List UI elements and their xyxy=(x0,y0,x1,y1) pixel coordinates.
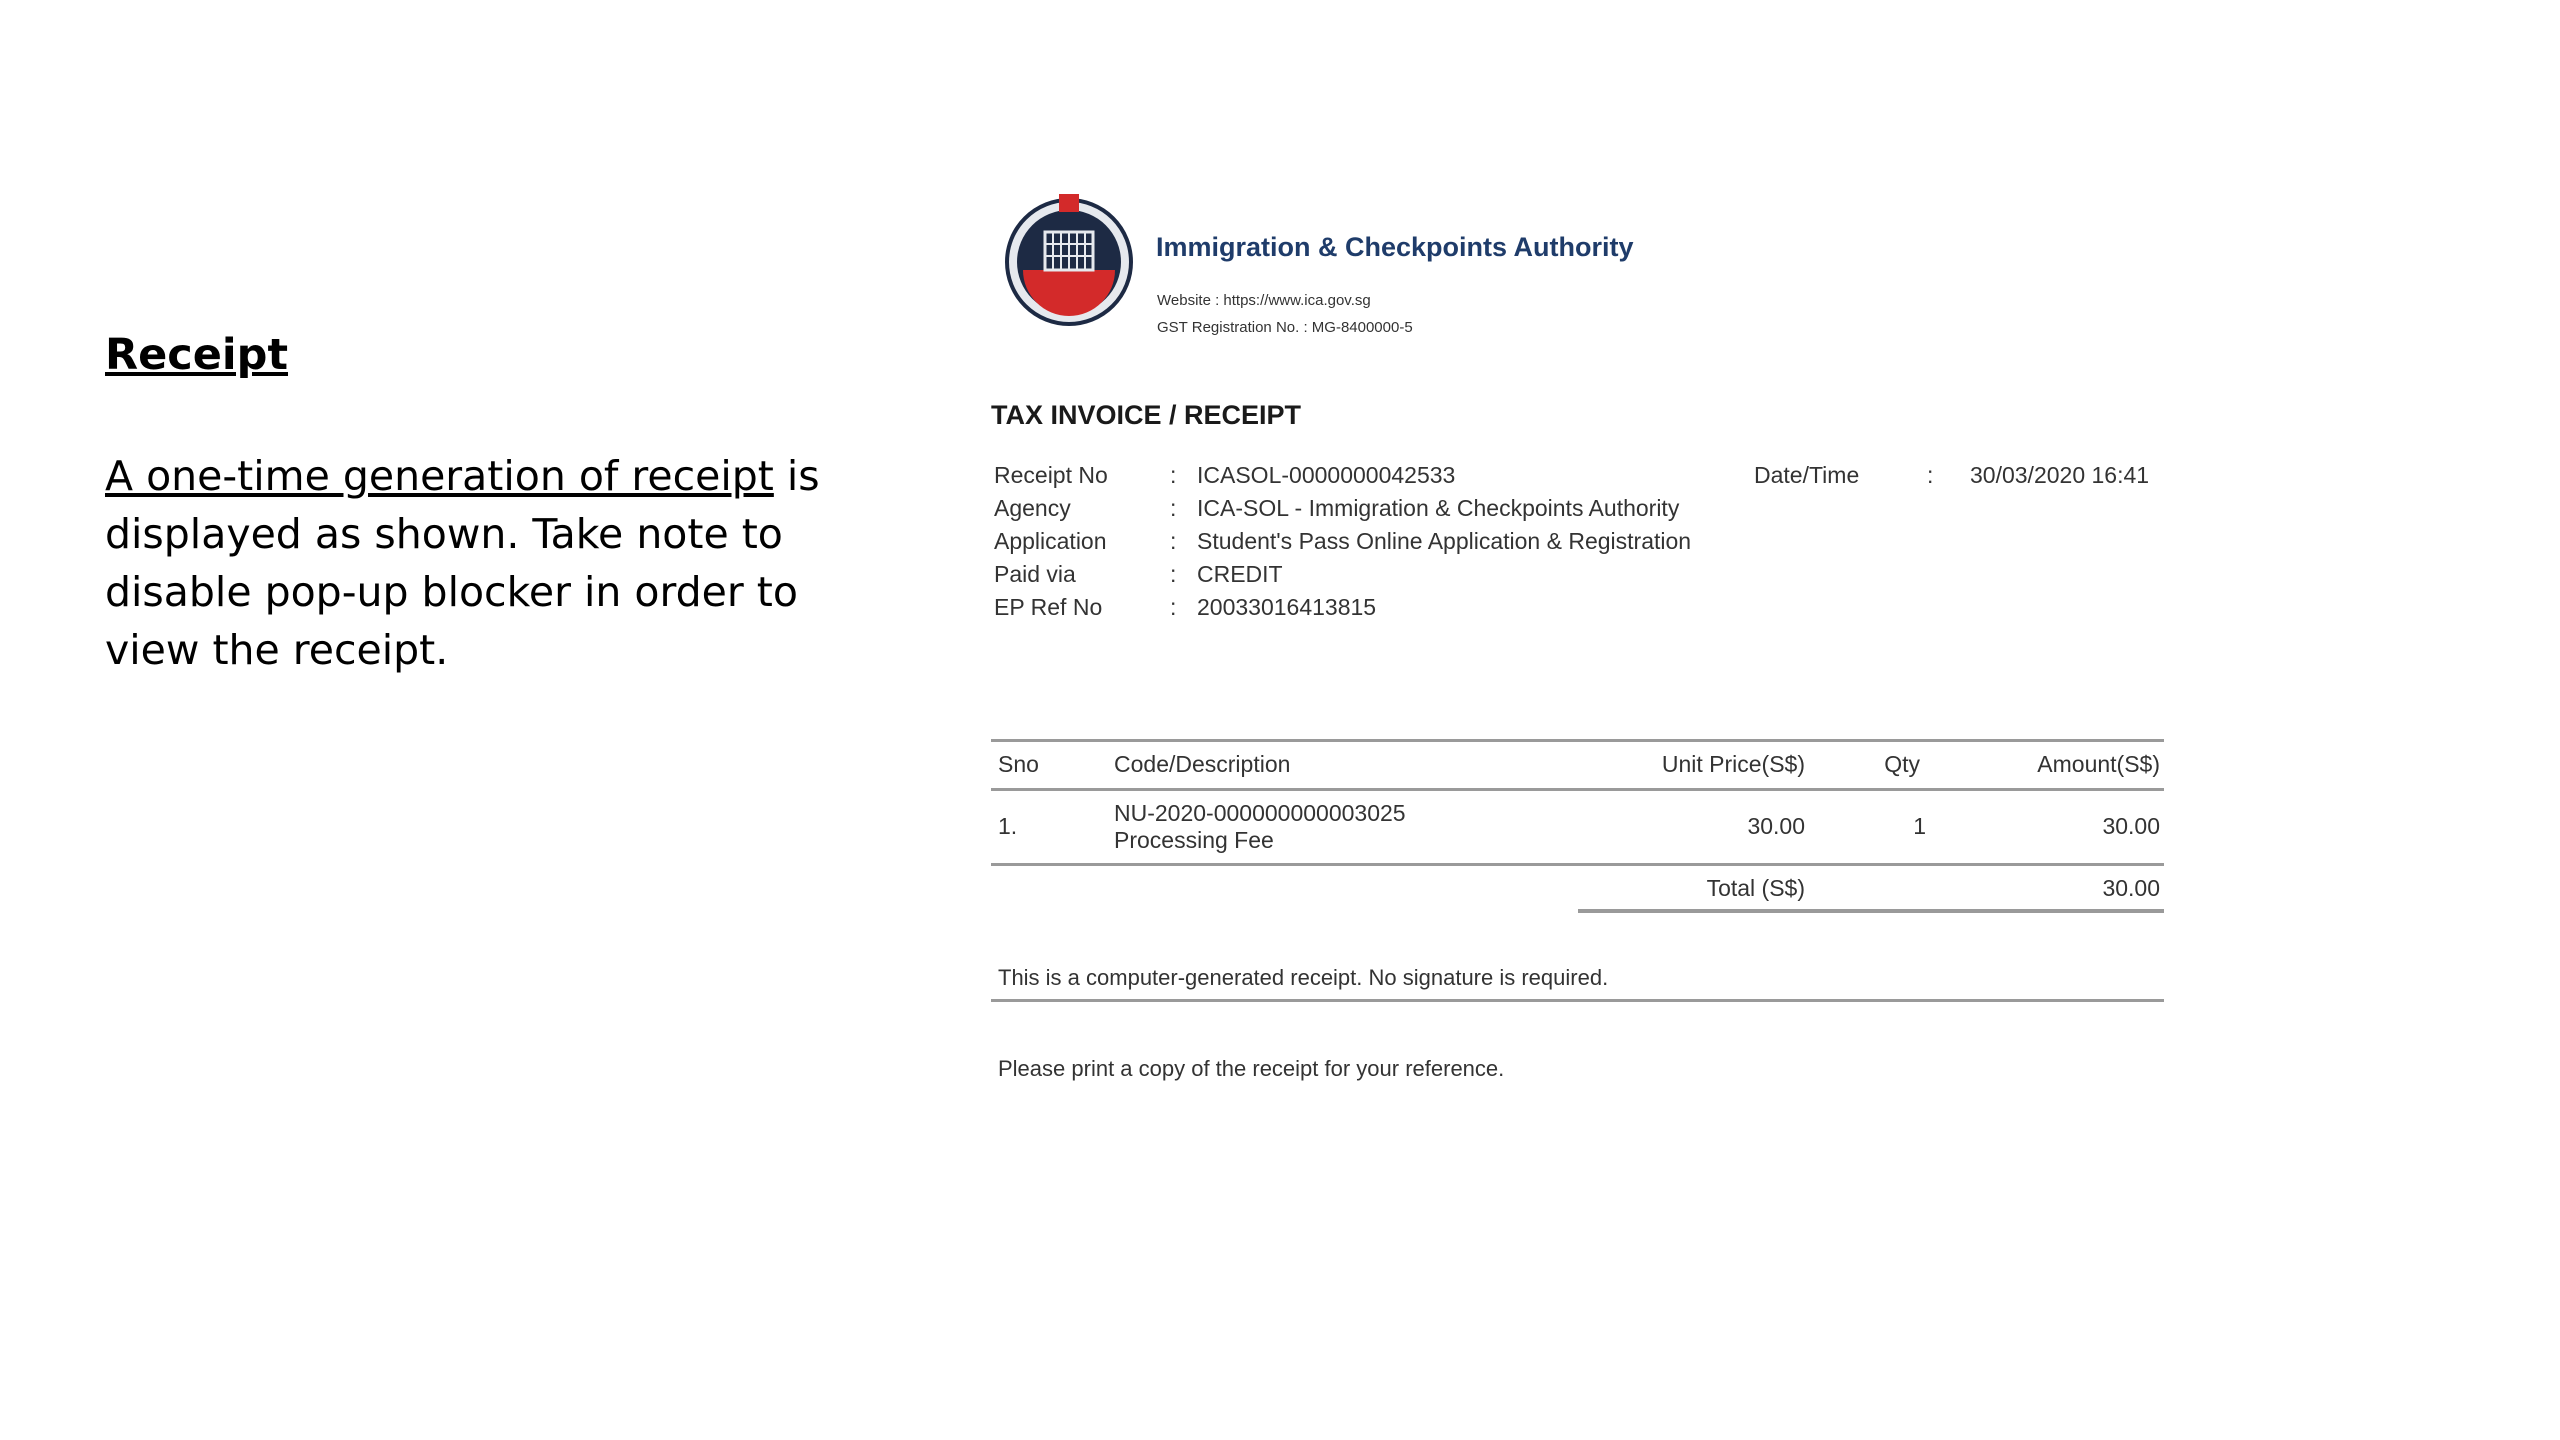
agency-colon: : xyxy=(1170,495,1177,521)
org-website: Website : https://www.ica.gov.sg xyxy=(1157,292,1371,309)
total-value: 30.00 xyxy=(2102,875,2160,901)
ep-ref-value: 20033016413815 xyxy=(1197,594,1377,620)
header-amount: Amount(S$) xyxy=(2037,751,2160,777)
ep-ref-label: EP Ref No xyxy=(994,594,1103,620)
datetime-colon: : xyxy=(1927,462,1934,488)
row-qty: 1 xyxy=(1913,813,1926,839)
org-gst-number: GST Registration No. : MG-8400000-5 xyxy=(1157,319,1413,336)
ep-ref-colon: : xyxy=(1170,594,1177,620)
receipt-title: TAX INVOICE / RECEIPT xyxy=(991,400,1302,430)
slide-heading: Receipt xyxy=(105,330,289,380)
datetime-value: 30/03/2020 16:41 xyxy=(1970,462,2150,488)
row-unit-price: 30.00 xyxy=(1747,813,1805,839)
slide-body xyxy=(105,447,825,679)
application-colon: : xyxy=(1170,528,1177,554)
row-description: Processing Fee xyxy=(1114,827,1274,853)
datetime-label: Date/Time xyxy=(1754,462,1860,488)
row-amount: 30.00 xyxy=(2102,813,2160,839)
agency-value: ICA-SOL - Immigration & Checkpoints Authority xyxy=(1197,495,1680,521)
header-rule xyxy=(991,788,2164,791)
header-description: Code/Description xyxy=(1114,751,1291,777)
header-sno: Sno xyxy=(998,751,1039,777)
slide-body-underlined: A one-time generation of receipt xyxy=(105,452,774,500)
ica-crest-icon xyxy=(1001,192,1137,328)
receipt-no-colon: : xyxy=(1170,462,1177,488)
header-unit-price: Unit Price(S$) xyxy=(1661,751,1805,777)
application-value: Student's Pass Online Application & Registration xyxy=(1197,528,1692,554)
paid-via-value: CREDIT xyxy=(1197,561,1283,587)
receipt-no-value: ICASOL-0000000042533 xyxy=(1197,462,1456,488)
total-rule xyxy=(1578,909,2164,913)
note-rule xyxy=(991,999,2164,1002)
table-top-rule xyxy=(991,739,2164,742)
header-qty: Qty xyxy=(1884,751,1920,777)
paid-via-label: Paid via xyxy=(994,561,1076,587)
row-code: NU-2020-000000000003025 xyxy=(1114,800,1406,826)
print-note: Please print a copy of the receipt for your reference. xyxy=(998,1056,1505,1081)
agency-label: Agency xyxy=(994,495,1071,521)
row-rule xyxy=(991,863,2164,866)
receipt-no-label: Receipt No xyxy=(994,462,1108,488)
slide-body-rest: is displayed as shown. Take note to disable pop-up blocker in order to view the receipt. xyxy=(105,452,820,674)
org-name: Immigration & Checkpoints Authority xyxy=(1156,232,1634,262)
signature-note: This is a computer-generated receipt. No signature is required. xyxy=(998,965,1609,990)
total-label: Total (S$) xyxy=(1706,875,1805,901)
paid-via-colon: : xyxy=(1170,561,1177,587)
application-label: Application xyxy=(994,528,1107,554)
row-sno: 1. xyxy=(998,813,1018,839)
